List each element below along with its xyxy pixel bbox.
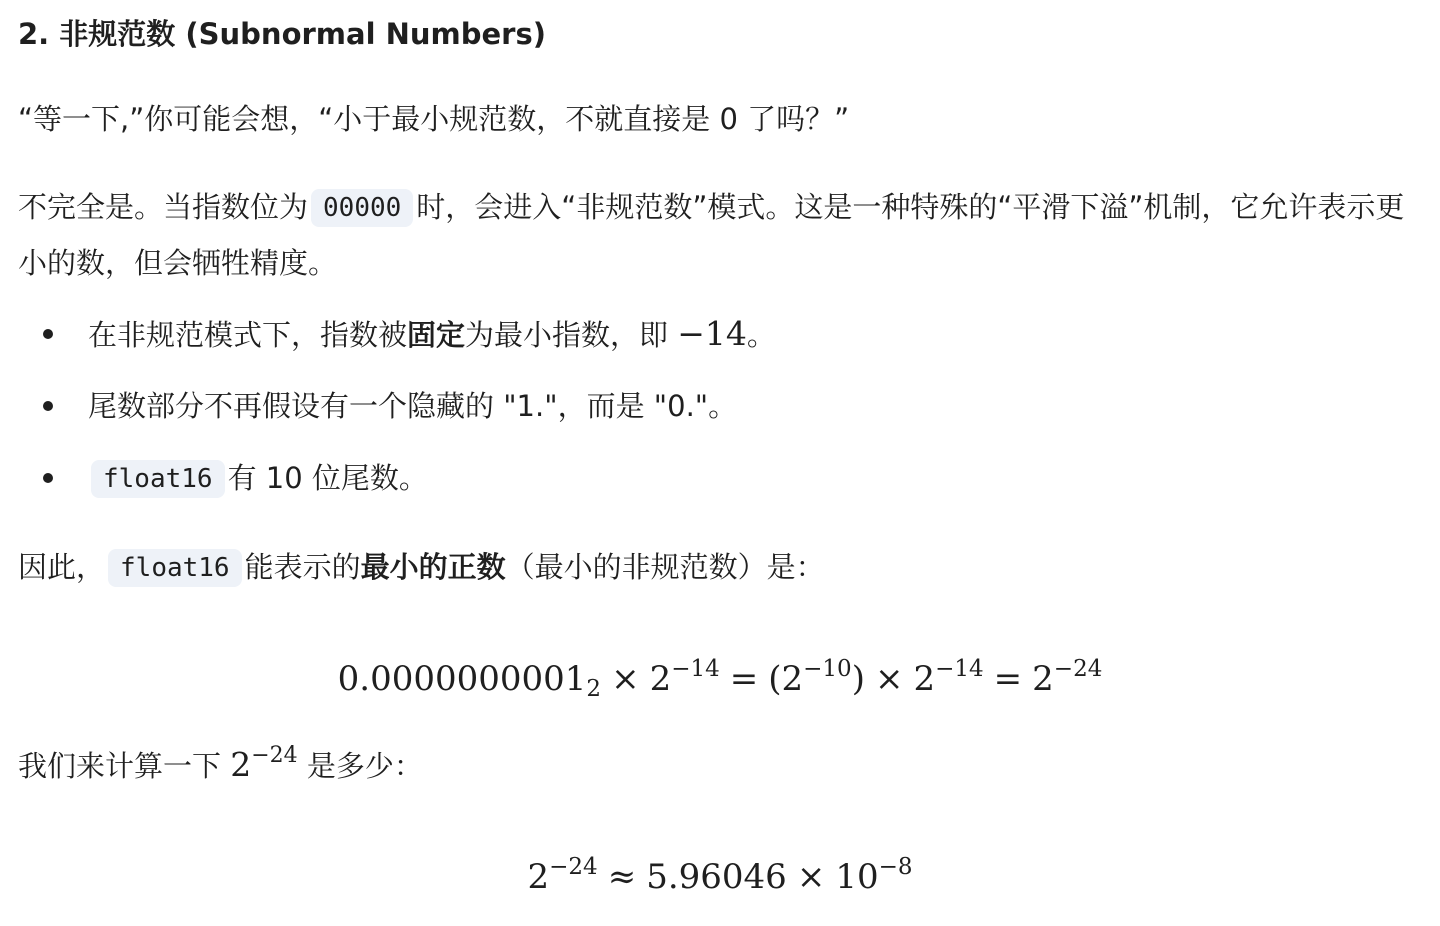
paragraph-text: 因此， [18,550,106,584]
inline-code-float16: float16 [91,460,225,498]
math-exponent: −10 [803,656,852,682]
math-operator: × [611,659,640,699]
bullet-icon [43,329,53,339]
formula-smallest-subnormal [18,654,1422,704]
formula-approximation [18,852,1422,902]
math-exponent: −8 [878,854,913,880]
math-base: 2 [230,745,252,784]
inline-math [230,745,297,784]
math-exponent: −24 [1053,656,1103,682]
list-item-text: 有 10 位尾数。 [227,461,428,495]
list-item-text: 为最小指数，即 [465,318,669,352]
math-exponent: −24 [549,854,598,880]
math-subscript: 2 [586,676,602,702]
paragraph-text: （最小的非规范数）是： [505,550,825,584]
math-operator: = [993,659,1023,699]
math-base: 2 [1032,659,1054,699]
paragraph-text: 能表示的 [244,550,361,584]
paragraph-text: 是多少： [306,749,423,783]
paragraph-text: 不完全是。当指数位为 [18,190,309,224]
math-value: 5.96046 [646,857,787,897]
paragraph-explanation [18,179,1422,291]
inline-code-exponent: 00000 [311,189,413,227]
math-base: 2 [527,857,550,897]
math-operator: × [796,857,826,897]
list-item [18,450,1422,522]
bold-text: 固定 [407,318,466,352]
paragraph-text: 时，会进入“非规范数”模式。这是一种特殊的“平滑下溢”机制，它允许表示更小的数，但会牺牲精度。 [18,190,1405,280]
math-exponent: −24 [251,743,298,768]
math-operator: ≈ [607,857,637,897]
paragraph-question: “等一下,”你可能会想，“小于最小规范数，不就直接是 0 了吗？” [18,102,850,136]
list-item-text: 尾数部分不再假设有一个隐藏的 "1."，而是 "0."。 [88,389,738,423]
math-base: 2 [649,659,672,699]
list-item [18,378,1422,450]
math-operator: × [874,659,904,699]
paragraph-smallest-positive [18,539,1422,595]
list-item-text: 。 [746,318,776,352]
math-operator: = [729,659,759,699]
bullet-list [18,306,1422,522]
math-exponent: −14 [935,656,984,682]
math-paren: ) [851,659,865,699]
list-item [18,306,1422,378]
math-mantissa: 0.0000000001 [337,659,587,699]
bullet-icon [43,401,53,411]
inline-code-float16: float16 [108,549,242,587]
inline-math: −14 [677,314,747,353]
bullet-icon [43,473,53,483]
math-base: 10 [835,857,879,897]
list-item-text: 在非规范模式下，指数被 [88,318,408,352]
paragraph-text: 我们来计算一下 [18,749,222,783]
math-base: 2 [913,659,936,699]
bold-text: 最小的正数 [360,550,506,584]
math-exponent: −14 [671,656,720,682]
math-base: (2 [768,659,804,699]
section-heading: 2. 非规范数 (Subnormal Numbers) [18,17,547,51]
paragraph-compute [18,737,1422,794]
